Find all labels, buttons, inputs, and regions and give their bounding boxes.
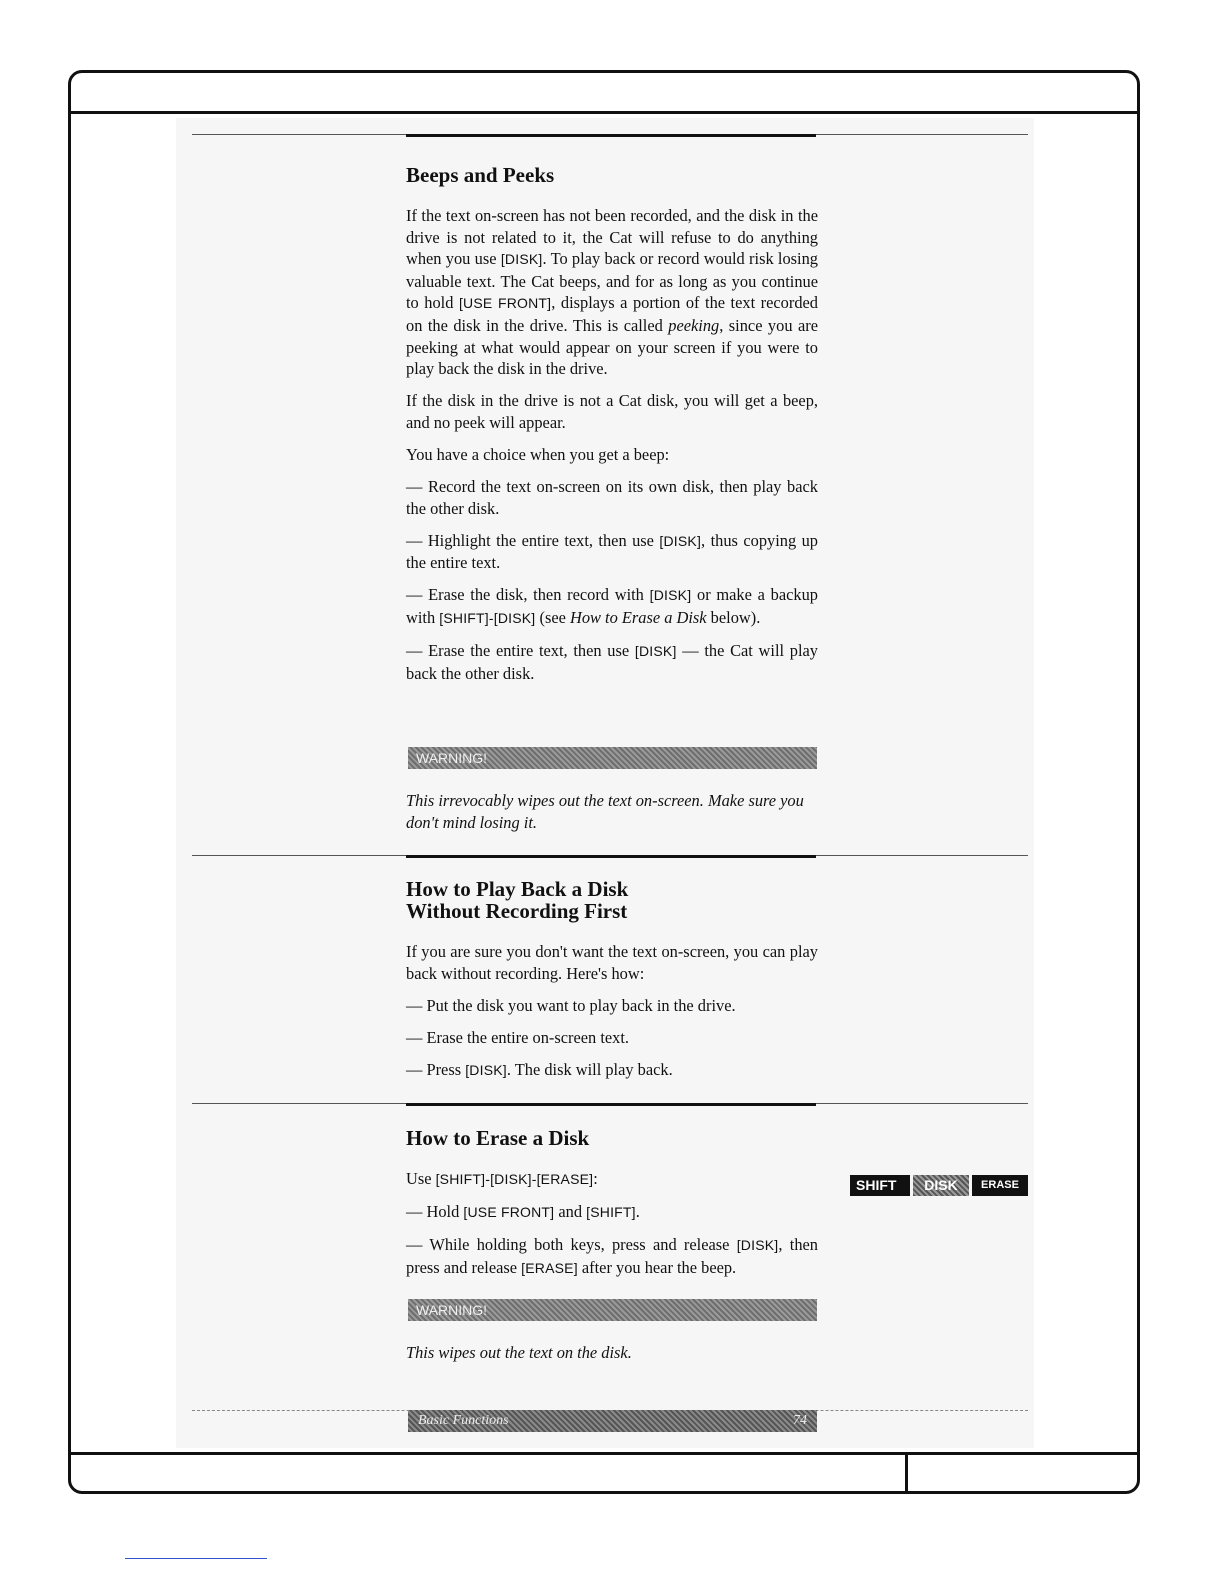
- section-title: How to Erase a Disk: [406, 1126, 590, 1150]
- section-erase-disk: [406, 1127, 818, 1290]
- paragraph: Use [SHIFT]-[DISK]-[ERASE]:: [406, 1169, 598, 1188]
- list-item: — Erase the disk, then record with [DISK] or make a backup with [SHIFT]-[DISK] (see How to Erase a Disk below).: [406, 585, 818, 627]
- section-play-back-disk: [406, 878, 818, 1092]
- list-item: — Put the disk you want to play back in the drive.: [406, 995, 736, 1015]
- warning-text: This wipes out the text on the disk.: [406, 1343, 632, 1362]
- section-rule-thick: [406, 1103, 816, 1106]
- key-sequence: [850, 1175, 1028, 1196]
- frame-bottom-bar: [71, 1452, 1137, 1455]
- list-item: — Highlight the entire text, then use [DISK], thus copying up the entire text.: [406, 530, 818, 573]
- frame-bottom-divider: [905, 1455, 908, 1491]
- list-item: — Hold [USE FRONT] and [SHIFT].: [406, 1202, 640, 1222]
- bottom-rule: [125, 1558, 267, 1559]
- shift-keycap: SHIFT: [850, 1175, 910, 1196]
- disk-keycap: DISK: [913, 1175, 969, 1196]
- paragraph: If the disk in the drive is not a Cat disk, you will get a beep, and no peek will appear.: [406, 391, 818, 432]
- page-footer: [408, 1410, 817, 1432]
- frame-top-bar: [71, 111, 1137, 114]
- section-beeps-and-peeks: [406, 164, 818, 695]
- paragraph: You have a choice when you get a beep:: [406, 444, 670, 464]
- warning-banner: WARNING!: [408, 747, 817, 769]
- warning-banner: WARNING!: [408, 1299, 817, 1321]
- list-item: — Erase the entire on-screen text.: [406, 1027, 629, 1047]
- section-rule-thick: [406, 855, 816, 858]
- page-number: 74: [793, 1413, 807, 1428]
- erase-keycap: ERASE: [972, 1175, 1028, 1196]
- warning-text: This irrevocably wipes out the text on-screen. Make sure you don't mind losing it.: [406, 791, 804, 832]
- list-item: — Press [DISK]. The disk will play back.: [406, 1059, 673, 1079]
- section-title: Beeps and Peeks: [406, 163, 555, 187]
- paragraph: If the text on-screen has not been recorded, and the disk in the drive is not related to it, the Cat will refuse to do anything when you use [DISK]. To play back or record would risk losing valuable text. The Cat beeps, and for as long as you continue to hold [USE FRONT], displays a portion of the text recorded on the disk in the drive. This is called peeking, since you are peeking at what would appear on your screen if you were to play back the disk in the drive.: [406, 206, 819, 379]
- list-item: — Erase the entire text, then use [DISK] — the Cat will play back the other disk.: [406, 641, 818, 683]
- section-title: How to Play Back a Disk Without Recording First: [406, 877, 629, 923]
- section-rule-thick: [406, 134, 816, 137]
- paragraph: If you are sure you don't want the text on-screen, you can play back without recording. Here's how:: [406, 942, 818, 983]
- list-item: — While holding both keys, press and release [DISK], then press and release [ERASE] after you hear the beep.: [406, 1235, 818, 1277]
- list-item: — Record the text on-screen on its own disk, then play back the other disk.: [406, 477, 818, 518]
- footer-label: Basic Functions: [418, 1413, 509, 1428]
